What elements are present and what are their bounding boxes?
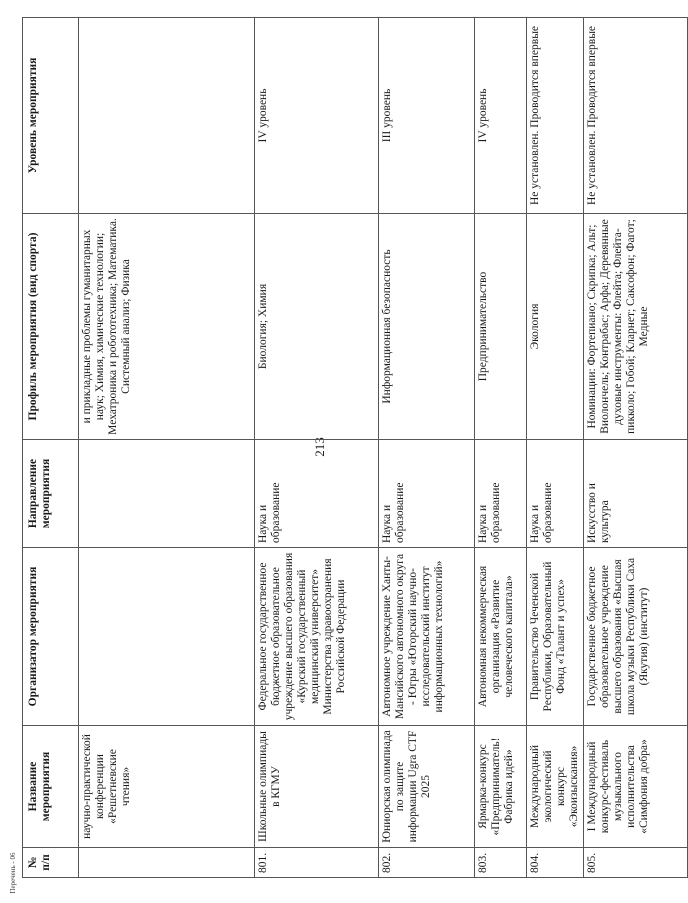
cell-num: 801. [255, 848, 379, 878]
cell-profile: Предпринимательство [475, 214, 527, 440]
header-num: № п/п [23, 848, 79, 878]
cell-direction [79, 440, 255, 548]
rotated-table-container [22, 18, 650, 878]
cell-level: Не установлен. Проводится впервые [584, 18, 688, 214]
cell-direction: Искусство и культура [584, 440, 688, 548]
header-organizer: Организатор мероприятия [23, 548, 79, 726]
cell-num [79, 848, 255, 878]
cell-profile: Номинации: Фортепиано; Скрипка; Альт; Виолончель; Контрабас; Арфа; Деревянные духовые инструменты: Флейта; Флейта-пикколо; Гобой; Кларнет; Саксофон; Фагот; Медные [584, 214, 688, 440]
cell-level: Не установлен. Проводится впервые [527, 18, 584, 214]
cell-direction: Наука и образование [255, 440, 379, 548]
table-row [255, 18, 379, 878]
cell-profile: Информационная безопасность [379, 214, 475, 440]
header-profile: Профиль мероприятия (вид спорта) [23, 214, 79, 440]
cell-profile: Биология; Химия [255, 214, 379, 440]
cell-name: Юниорская олимпиада по защите информации Ugra CTF 2025 [379, 726, 475, 848]
cell-organizer: Государственное бюджетное образовательное учреждение высшего образования «Высшая школа музыки Республики Саха (Якутия) (институт) [584, 548, 688, 726]
cell-level [79, 18, 255, 214]
cell-direction: Наука и образование [527, 440, 584, 548]
table-row [379, 18, 475, 878]
cell-organizer: Автономное учреждение Ханты-Мансийского автономного округа - Югры «Югорский научно-исследовательский институт информационных технологий» [379, 548, 475, 726]
cell-organizer [79, 548, 255, 726]
cell-num: 804. [527, 848, 584, 878]
cell-name: научно-практической конференции «Решетневские чтения» [79, 726, 255, 848]
cell-level: IV уровень [255, 18, 379, 214]
cell-name: Школьные олимпиады в КГМУ [255, 726, 379, 848]
table-row [475, 18, 527, 878]
cell-organizer: Федеральное государственное бюджетное образовательное учреждение высшего образования «Курский государственный медицинский университет» Министерства здравоохранения Российской Федерации [255, 548, 379, 726]
cell-profile: Экология [527, 214, 584, 440]
cell-direction: Наука и образование [379, 440, 475, 548]
footer-note-text: Перечень - 06 [9, 852, 17, 894]
cell-name: Международный экологический конкурс «Экоизыскания» [527, 726, 584, 848]
cell-name: I Международный конкурс-фестиваль музыкального исполнительства «Симфония добра» [584, 726, 688, 848]
page-number-text: 213 [312, 437, 327, 457]
cell-num: 803. [475, 848, 527, 878]
cell-organizer: Правительство Чеченской Республики, Образовательный Фонд «Талант и успех» [527, 548, 584, 726]
events-table [22, 17, 688, 878]
cell-profile: и прикладные проблемы гуманитарных наук; Химия, химические технологии; Мехатроника и робототехника; Математика. Системный анализ; Физика [79, 214, 255, 440]
table-row [527, 18, 584, 878]
header-level: Уровень мероприятия [23, 18, 79, 214]
footer-note [6, 848, 20, 898]
cell-name: Ярмарка-конкурс «Предприниматель! Фабрика идей» [475, 726, 527, 848]
header-name: Название мероприятия [23, 726, 79, 848]
cell-organizer: Автономная некоммерческая организация «Развитие человеческого капитала» [475, 548, 527, 726]
cell-num: 802. [379, 848, 475, 878]
table-row [79, 18, 255, 878]
cell-num: 805. [584, 848, 688, 878]
table-row [584, 18, 688, 878]
cell-level: III уровень [379, 18, 475, 214]
header-direction: Направление мероприятия [23, 440, 79, 548]
cell-direction: Наука и образование [475, 440, 527, 548]
table-header-row [23, 18, 79, 878]
cell-level: IV уровень [475, 18, 527, 214]
